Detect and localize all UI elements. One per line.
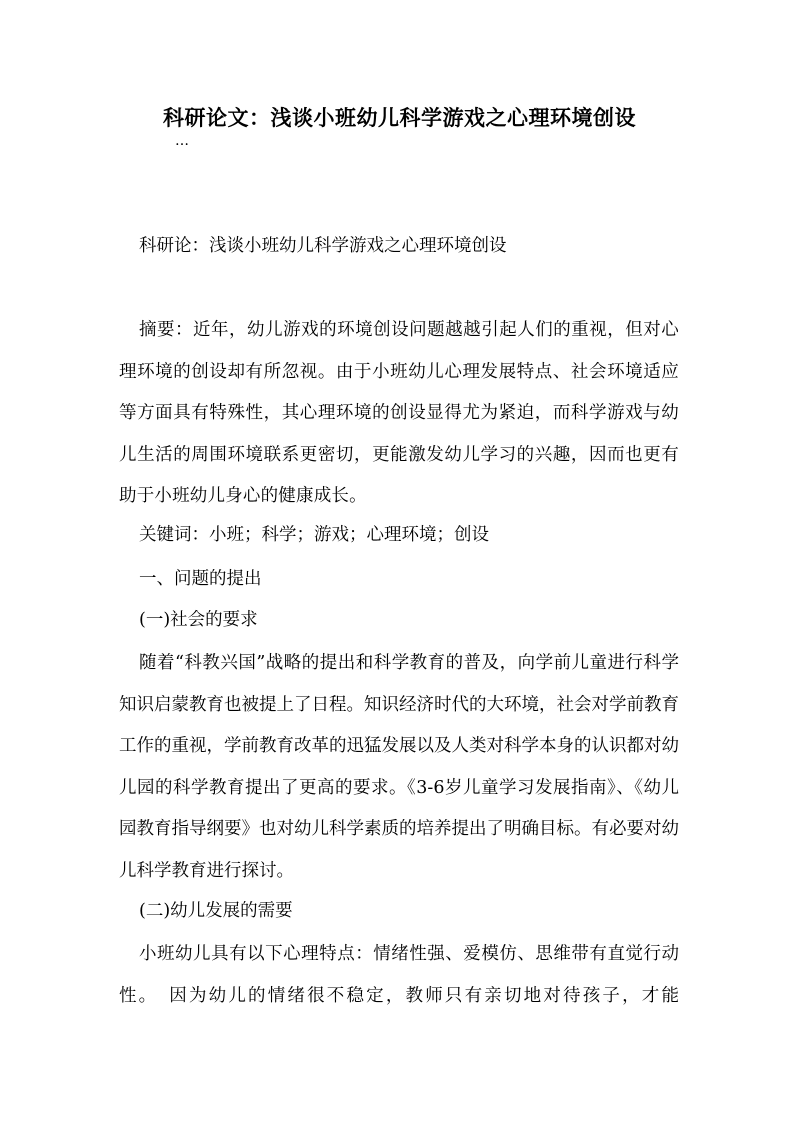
abstract-paragraph: 摘要：近年，幼儿游戏的环境创设问题越越引起人们的重视，但对心理环境的创设却有所忽视。由于小班幼儿心理发展特点、社会环境适应等方面具有特殊性，其心理环境的创设显得尤为紧迫，而科学游戏与幼儿生活的周围环境联系更密切，更能激发幼儿学习的兴趣，因而也更有助于小班幼儿身心的健康成长。 xyxy=(119,320,679,506)
subsection-heading-development: (二)幼儿发展的需要 xyxy=(139,901,293,921)
document-subtitle: 科研论：浅谈小班幼儿科学游戏之心理环境创设 xyxy=(139,236,507,256)
subsection-heading-social: (一)社会的要求 xyxy=(139,610,258,630)
title-ellipsis: … xyxy=(175,133,189,149)
body-paragraph-development: 小班幼儿具有以下心理特点：情绪性强、爱模仿、思维带有直觉行动性。 因为幼儿的情绪很不稳定，教师只有亲切地对待孩子，才能 xyxy=(119,944,679,1006)
section-heading: 一、问题的提出 xyxy=(139,569,262,589)
document-title: 科研论文：浅谈小班幼儿科学游戏之心理环境创设 xyxy=(163,105,636,130)
body-paragraph-social: 随着“科教兴国”战略的提出和科学教育的普及，向学前儿童进行科学知识启蒙教育也被提上了日程。知识经济时代的大环境，社会对学前教育工作的重视，学前教育改革的迅猛发展以及人类对科学本身的认识都对幼儿园的科学教育提出了更高的要求。《3-6岁儿童学习发展指南》、《幼儿园教育指导纲要》也对幼儿科学素质的培养提出了明确目标。有必要对幼儿科学教育进行探讨。 xyxy=(119,653,679,881)
keywords-line: 关键词：小班；科学；游戏；心理环境；创设 xyxy=(139,525,489,545)
